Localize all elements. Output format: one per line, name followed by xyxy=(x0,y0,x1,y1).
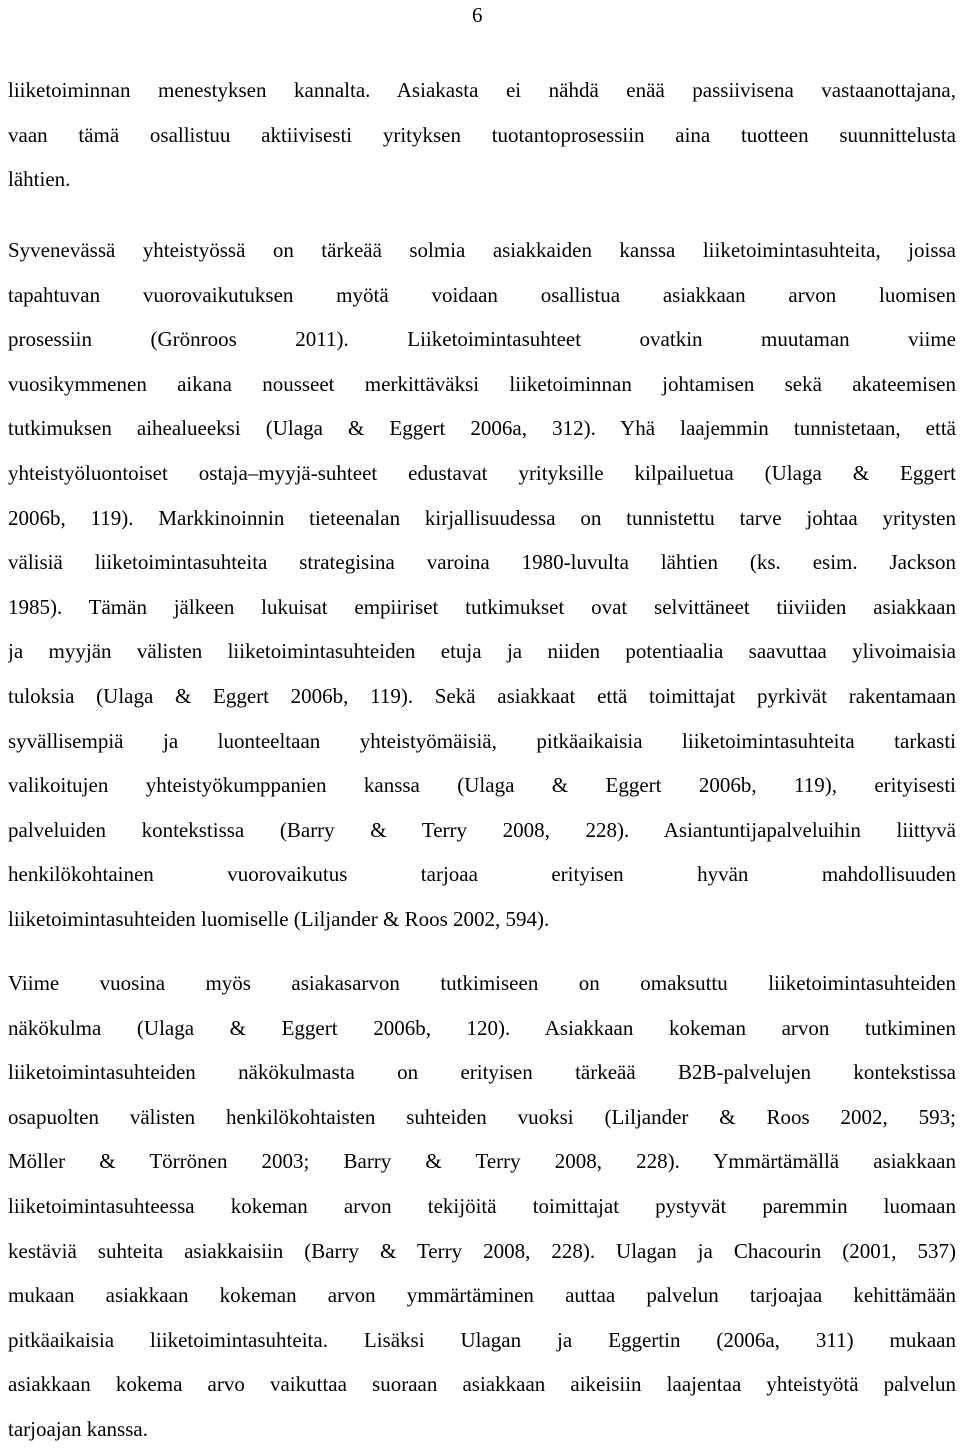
page-number: 6 xyxy=(472,3,483,27)
text-line: henkilökohtainen vuorovaikutus tarjoaa erityisen hyvän mahdollisuuden xyxy=(8,862,956,887)
text-line: valikoitujen yhteistyökumppanien kanssa (Ulaga & Eggert 2006b, 119), erityisesti xyxy=(8,773,956,798)
text-line: kestäviä suhteita asiakkaisiin (Barry & Terry 2008, 228). Ulagan ja Chacourin (2001, 537) xyxy=(8,1238,956,1263)
text-line: ja myyjän välisten liiketoimintasuhteiden etuja ja niiden potentiaalia saavuttaa ylivoimaisia xyxy=(8,639,956,664)
text-line: yhteistyöluontoiset ostaja–myyjä-suhteet edustavat yrityksille kilpailuetua (Ulaga & Eggert xyxy=(8,460,956,485)
text-line: Möller & Törrönen 2003; Barry & Terry 2008, 228). Ymmärtämällä asiakkaan xyxy=(8,1149,956,1174)
text-line: tapahtuvan vuorovaikutuksen myötä voidaan osallistua asiakkaan arvon luomisen xyxy=(8,282,956,307)
text-line: liiketoiminnan menestyksen kannalta. Asiakasta ei nähdä enää passiivisena vastaanottajana, xyxy=(8,78,956,102)
paragraph-2 xyxy=(8,228,956,942)
paragraph-3 xyxy=(8,961,956,1452)
text-line: liiketoimintasuhteiden näkökulmasta on erityisen tärkeää B2B-palvelujen kontekstissa xyxy=(8,1060,956,1085)
text-line: liiketoimintasuhteessa kokeman arvon tekijöitä toimittajat pystyvät paremmin luomaan xyxy=(8,1193,956,1218)
paragraph-1 xyxy=(8,68,956,202)
text-line: 2006b, 119). Markkinoinnin tieteenalan kirjallisuudessa on tunnistettu tarve johtaa yritysten xyxy=(8,505,956,530)
text-line: 1985). Tämän jälkeen lukuisat empiiriset tutkimukset ovat selvittäneet tiiviiden asiakkaan xyxy=(8,594,956,619)
text-line: mukaan asiakkaan kokeman arvon ymmärtäminen auttaa palvelun tarjoajaa kehittämään xyxy=(8,1283,956,1308)
text-line: välisiä liiketoimintasuhteita strategisina varoina 1980-luvulta lähtien (ks. esim. Jackson xyxy=(8,550,956,575)
text-line: pitkäaikaisia liiketoimintasuhteita. Lisäksi Ulagan ja Eggertin (2006a, 311) mukaan xyxy=(8,1327,956,1352)
text-line: prosessiin (Grönroos 2011). Liiketoimintasuhteet ovatkin muutaman viime xyxy=(8,327,956,352)
text-line: tarjoajan kanssa. xyxy=(8,1416,148,1441)
text-line: Viime vuosina myös asiakasarvon tutkimiseen on omaksuttu liiketoimintasuhteiden xyxy=(8,971,956,995)
text-line: palveluiden kontekstissa (Barry & Terry 2008, 228). Asiantuntijapalveluihin liittyvä xyxy=(8,817,956,842)
text-line: tutkimuksen aihealueeksi (Ulaga & Eggert 2006a, 312). Yhä laajemmin tunnistetaan, että xyxy=(8,416,956,441)
text-line: asiakkaan kokema arvo vaikuttaa suoraan asiakkaan aikeisiin laajentaa yhteistyötä palvelun xyxy=(8,1372,956,1397)
text-line: näkökulma (Ulaga & Eggert 2006b, 120). Asiakkaan kokeman arvon tutkiminen xyxy=(8,1015,956,1040)
text-line: syvällisempiä ja luonteeltaan yhteistyömäisiä, pitkäaikaisia liiketoimintasuhteita tarkasti xyxy=(8,728,956,753)
text-line: liiketoimintasuhteiden luomiselle (Liljander & Roos 2002, 594). xyxy=(8,906,550,931)
text-line: osapuolten välisten henkilökohtaisten suhteiden vuoksi (Liljander & Roos 2002, 593; xyxy=(8,1104,956,1129)
text-line: tuloksia (Ulaga & Eggert 2006b, 119). Sekä asiakkaat että toimittajat pyrkivät rakentamaan xyxy=(8,683,956,708)
text-line: Syvenevässä yhteistyössä on tärkeää solmia asiakkaiden kanssa liiketoimintasuhteita, joissa xyxy=(8,238,956,262)
text-line: vuosikymmenen aikana nousseet merkittäväksi liiketoiminnan johtamisen sekä akateemisen xyxy=(8,371,956,396)
text-line: lähtien. xyxy=(8,167,71,192)
text-line: vaan tämä osallistuu aktiivisesti yrityksen tuotantoprosessiin aina tuotteen suunnittelusta xyxy=(8,122,956,147)
